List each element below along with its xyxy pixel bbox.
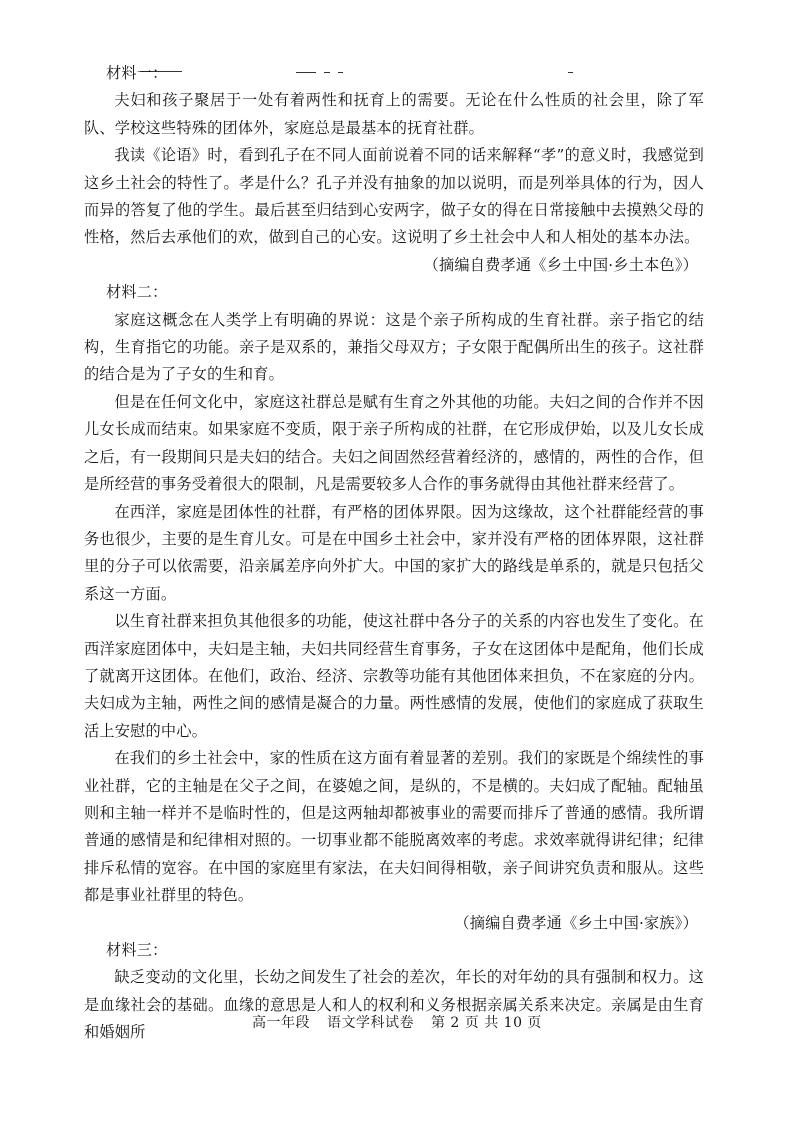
reading-text xyxy=(84,60,704,1047)
footer-subject: 语文学科试卷 xyxy=(327,1015,414,1031)
material-2-label: 材料二： xyxy=(106,283,168,302)
material-1-source: （摘编自费孝通《乡土中国·乡土本色》） xyxy=(423,255,698,274)
material-3-label: 材料三： xyxy=(106,941,168,959)
material-2-source: （摘编自费孝通《乡土中国·家族》） xyxy=(454,913,698,932)
material-3-paragraph: 缺乏变动的文化里，长幼之间发生了社会的差次，年长的对年幼的具有强制和权力。这是血缘社会的基础。血缘的意思是人和人的权利和义务根据亲属关系来决定。亲属是由生育和婚姻所 xyxy=(84,968,704,1042)
material-1-label: 材料一： xyxy=(106,64,168,82)
footer-page-number: 第 2 页 共 10 页 xyxy=(430,1015,542,1031)
material-2-paragraph: 在西洋，家庭是团体性的社群，有严格的团体界限。因为这缘故，这个社群能经营的事务也很少，主要的是生育儿女。可是在中国乡土社会中，家并没有严格的团体界限，这社群里的分子可以依需要，沿亲属差序向外扩大。中国的家扩大的路线是单系的，就是只包括父系这一方面。 xyxy=(84,502,704,603)
material-1-paragraph: 夫妇和孩子聚居于一处有着两性和抚育上的需要。无论在什么性质的社会里，除了军队、学校这些特殊的团体外，家庭总是最基本的抚育社群。 xyxy=(84,91,704,137)
material-2-paragraph: 以生育社群来担负其他很多的功能，使这社群中各分子的关系的内容也发生了变化。在西洋家庭团体中，夫妇是主轴，夫妇共同经营生育事务，子女在这团体中是配角，他们长成了就离开这团体。在他们，政治、经济、宗教等功能有其他团体来担负，不在家庭的分内。夫妇成为主轴，两性之间的感情是凝合的力量。两性感情的发展，使他们的家庭成了获取生活上安慰的中心。 xyxy=(84,612,704,740)
page-footer xyxy=(0,1012,794,1032)
material-2-paragraph: 在我们的乡土社会中，家的性质在这方面有着显著的差别。我们的家既是个绵续性的事业社群，它的主轴是在父子之间，在婆媳之间，是纵的，不是横的。夫妇成了配轴。配轴虽则和主轴一样并不是临时性的，但是这两轴却都被事业的需要而排斥了普通的感情。我所谓普通的感情是和纪律相对照的。一切事业都不能脱离效率的考虑。求效率就得讲纪律；纪律排斥私情的宽容。在中国的家庭里有家法，在夫妇间得相敬，亲子间讲究负责和服从。这些都是事业社群里的特色。 xyxy=(84,749,704,905)
footer-grade: 高一年段 xyxy=(252,1015,311,1031)
material-1-paragraph: 我读《论语》时，看到孔子在不同人面前说着不同的话来解释“孝”的意义时，我感觉到这乡土社会的特性了。孝是什么？孔子并没有抽象的加以说明，而是列举具体的行为，因人而异的答复了他的学生。最后甚至归结到心安两字，做子女的得在日常接触中去摸熟父母的性格，然后去承他们的欢，做到自己的心安。这说明了乡土社会中人和人相处的基本办法。 xyxy=(84,146,704,247)
material-2-paragraph: 但是在任何文化中，家庭这社群总是赋有生育之外其他的功能。夫妇之间的合作并不因儿女长成而结束。如果家庭不变质，限于亲子所构成的社群，在它形成伊始，以及儿女长成之后，有一段期间只是夫妇的结合。夫妇之间固然经营着经济的，感情的，两性的合作，但是所经营的事务受着很大的限制，凡是需要较多人合作的事务就得由其他社群来经营了。 xyxy=(84,392,704,494)
material-2-paragraph: 家庭这概念在人类学上有明确的界说：这是个亲子所构成的生育社群。亲子指它的结构，生育指它的功能。亲子是双系的，兼指父母双方；子女限于配偶所出生的孩子。这社群的结合是为了子女的生和育。 xyxy=(84,310,704,384)
